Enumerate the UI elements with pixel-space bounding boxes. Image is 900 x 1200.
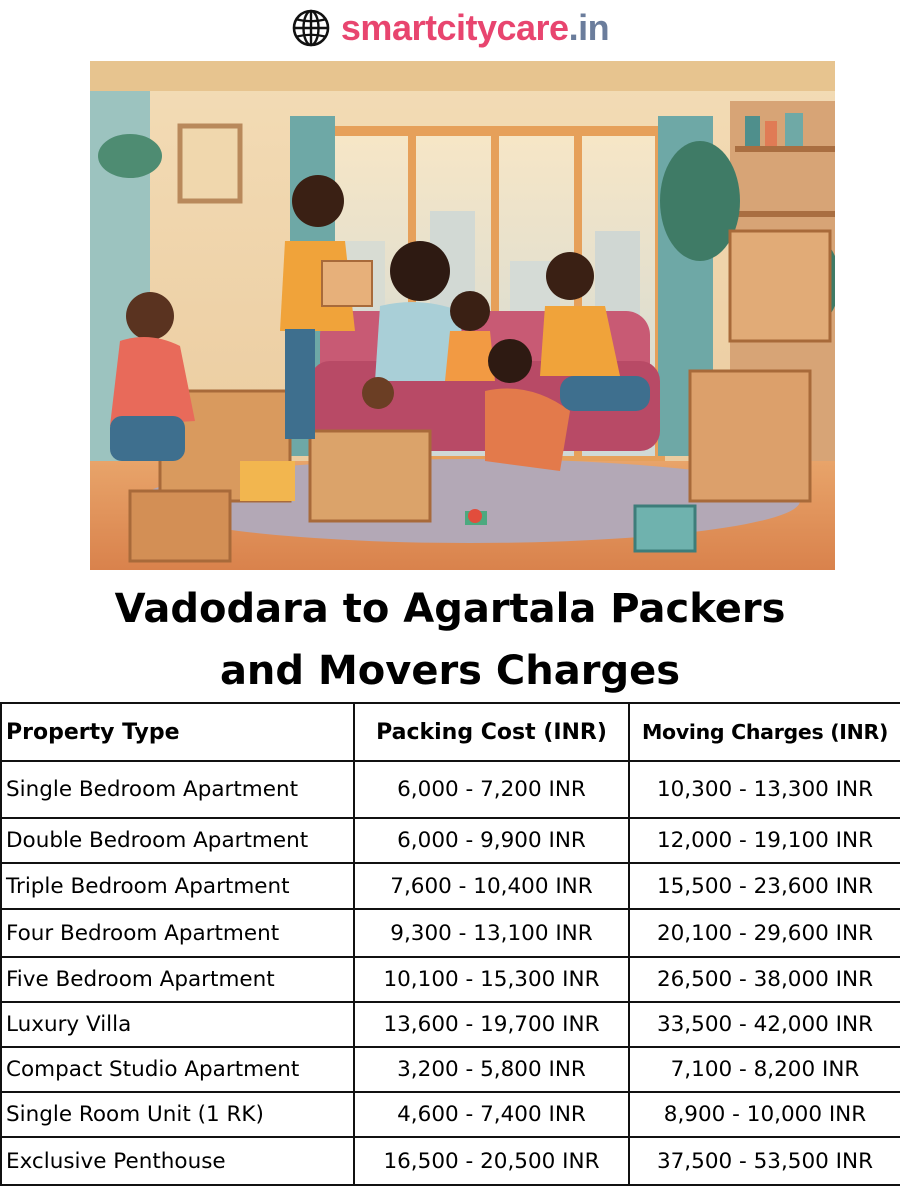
table-row: [1, 1137, 900, 1185]
moving-charges-cell: 33,500 - 42,000 INR: [629, 1002, 900, 1047]
page-title-line2: and Movers Charges: [219, 648, 681, 694]
header-packing-cost: Packing Cost (INR): [354, 703, 629, 761]
table-row: [1, 1047, 900, 1092]
packing-cost-cell: 9,300 - 13,100 INR: [354, 909, 629, 957]
packing-cost-cell: 6,000 - 7,200 INR: [354, 761, 629, 818]
moving-charges-cell: 12,000 - 19,100 INR: [629, 818, 900, 863]
table-header-row: [1, 703, 900, 761]
property-type-cell: Five Bedroom Apartment: [1, 957, 354, 1002]
family-packing-illustration: [90, 61, 835, 570]
brand-name-main: smartcitycare: [340, 7, 569, 48]
table-row: [1, 1092, 900, 1137]
brand-name: [341, 7, 609, 49]
property-type-cell: Four Bedroom Apartment: [1, 909, 354, 957]
property-type-cell: Triple Bedroom Apartment: [1, 863, 354, 909]
header-moving-charges: Moving Charges (INR): [629, 703, 900, 761]
header-property-type: Property Type: [1, 703, 354, 761]
property-type-cell: Single Bedroom Apartment: [1, 761, 354, 818]
brand-name-tld: .in: [568, 7, 610, 48]
charges-table: [0, 702, 900, 1186]
property-type-cell: Double Bedroom Apartment: [1, 818, 354, 863]
packing-cost-cell: 6,000 - 9,900 INR: [354, 818, 629, 863]
page-title: [0, 578, 900, 702]
packing-cost-cell: 13,600 - 19,700 INR: [354, 1002, 629, 1047]
packing-cost-cell: 7,600 - 10,400 INR: [354, 863, 629, 909]
globe-icon: [291, 8, 331, 48]
packing-cost-cell: 10,100 - 15,300 INR: [354, 957, 629, 1002]
packing-cost-cell: 4,600 - 7,400 INR: [354, 1092, 629, 1137]
table-row: [1, 761, 900, 818]
property-type-cell: Luxury Villa: [1, 1002, 354, 1047]
brand-header: [0, 6, 900, 50]
moving-charges-cell: 15,500 - 23,600 INR: [629, 863, 900, 909]
table-row: [1, 818, 900, 863]
property-type-cell: Single Room Unit (1 RK): [1, 1092, 354, 1137]
property-type-cell: Exclusive Penthouse: [1, 1137, 354, 1185]
moving-charges-cell: 7,100 - 8,200 INR: [629, 1047, 900, 1092]
property-type-cell: Compact Studio Apartment: [1, 1047, 354, 1092]
page-title-line1: Vadodara to Agartala Packers: [114, 586, 786, 632]
charges-table-wrapper: [0, 702, 900, 1186]
moving-charges-cell: 37,500 - 53,500 INR: [629, 1137, 900, 1185]
moving-charges-cell: 26,500 - 38,000 INR: [629, 957, 900, 1002]
table-row: [1, 1002, 900, 1047]
packing-cost-cell: 3,200 - 5,800 INR: [354, 1047, 629, 1092]
table-row: [1, 863, 900, 909]
hero-illustration: [90, 61, 835, 570]
table-row: [1, 957, 900, 1002]
moving-charges-cell: 20,100 - 29,600 INR: [629, 909, 900, 957]
table-row: [1, 909, 900, 957]
moving-charges-cell: 10,300 - 13,300 INR: [629, 761, 900, 818]
moving-charges-cell: 8,900 - 10,000 INR: [629, 1092, 900, 1137]
packing-cost-cell: 16,500 - 20,500 INR: [354, 1137, 629, 1185]
